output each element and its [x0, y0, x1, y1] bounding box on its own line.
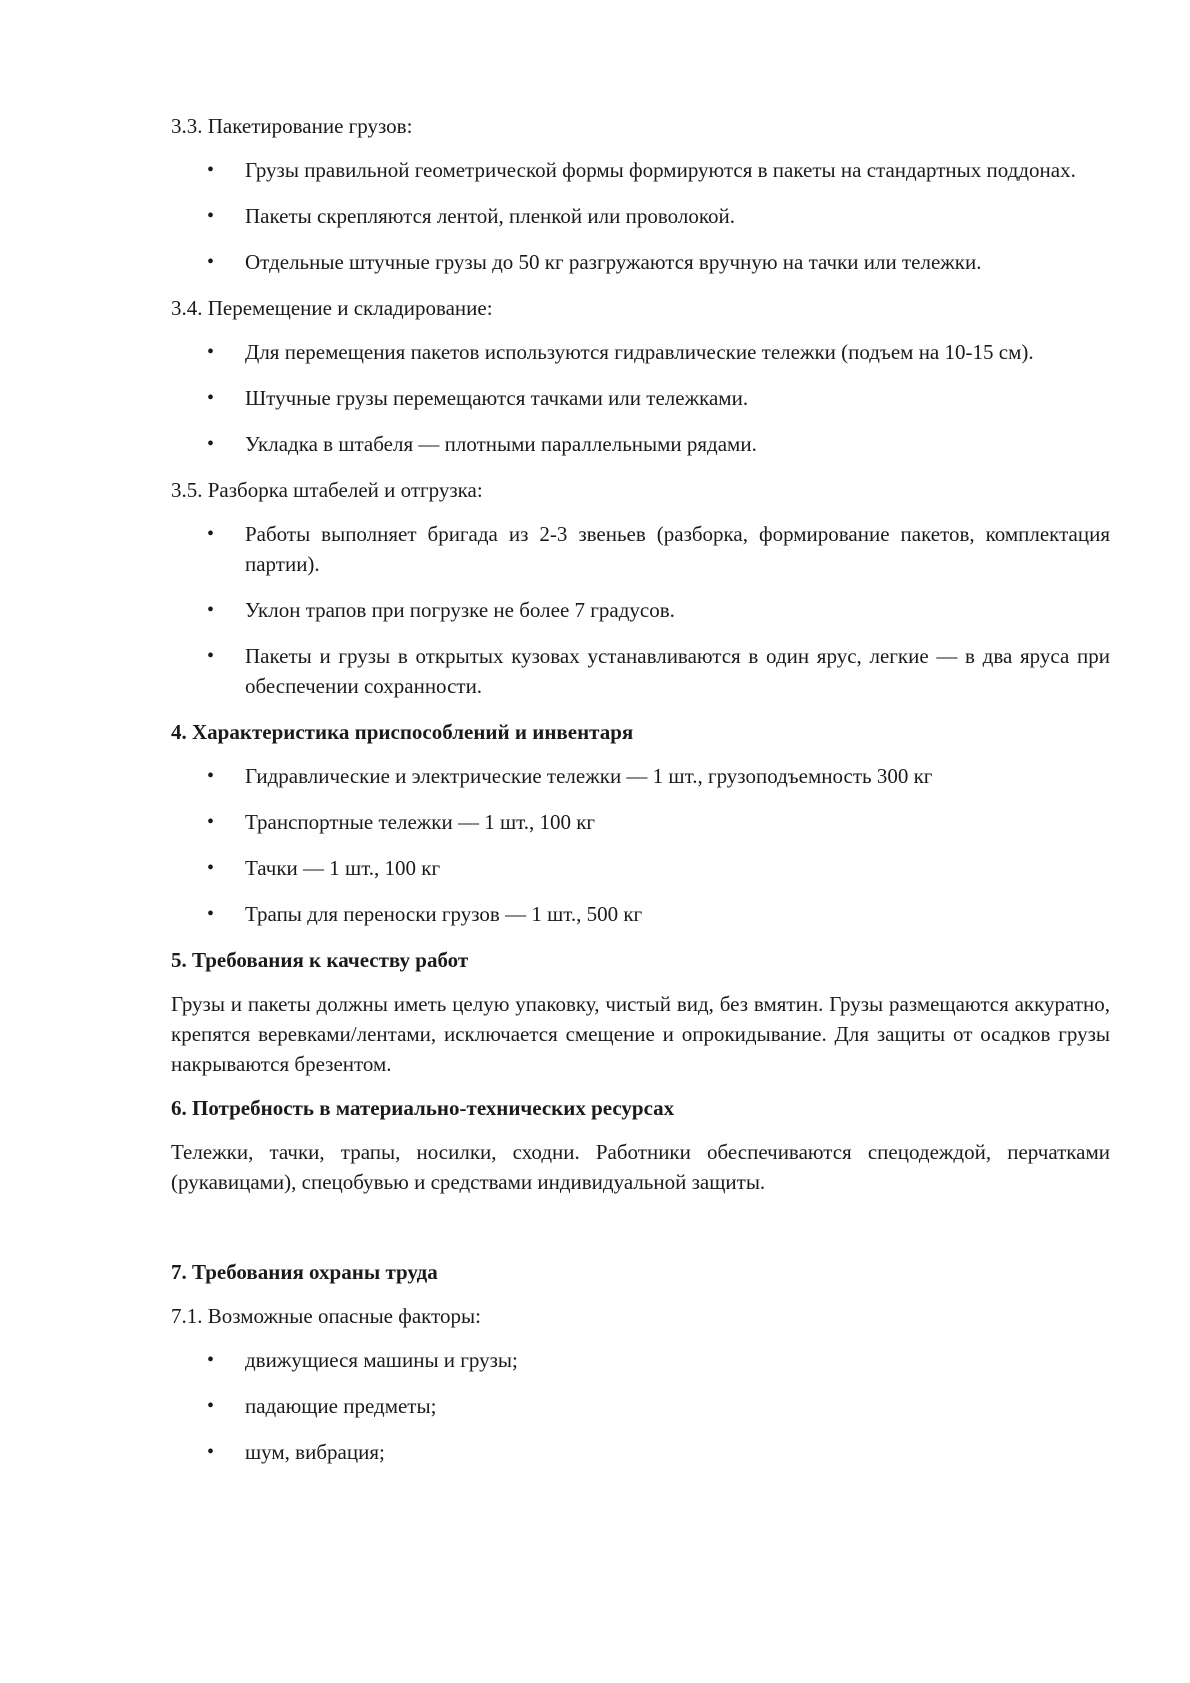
list-item: • Транспортные тележки — 1 шт., 100 кг	[245, 807, 1110, 837]
bullet-list	[171, 1345, 1110, 1467]
bullet-list	[171, 337, 1110, 459]
section-heading: 6. Потребность в материально-технических ресурсах	[171, 1096, 675, 1120]
bullet-list	[171, 519, 1110, 701]
bullet-list	[171, 761, 1110, 929]
section-heading: 4. Характеристика приспособлений и инвентаря	[171, 720, 634, 744]
list-item: • Работы выполняет бригада из 2-3 звеньев (разборка, формирование пакетов, комплектация партии).	[245, 519, 1110, 579]
paragraph: Грузы и пакеты должны иметь целую упаковку, чистый вид, без вмятин. Грузы размещаются аккуратно, крепятся веревками/лентами, исключается смещение и опрокидывание. Для защиты от осадков грузы накрываются брезентом.	[171, 992, 1110, 1076]
paragraph: 7.1. Возможные опасные факторы:	[171, 1304, 481, 1328]
paragraph: Тележки, тачки, трапы, носилки, сходни. Работники обеспечиваются спецодеждой, перчатками (рукавицами), спецобувью и средствами индивидуальной защиты.	[171, 1140, 1110, 1194]
list-item: • Тачки — 1 шт., 100 кг	[245, 853, 1110, 883]
list-item: • Трапы для переноски грузов — 1 шт., 500 кг	[245, 899, 1110, 929]
list-item: • Уклон трапов при погрузке не более 7 градусов.	[245, 595, 1110, 625]
list-item: • Пакеты скрепляются лентой, пленкой или проволокой.	[245, 201, 1110, 231]
bullet-list	[171, 155, 1110, 277]
paragraph: 3.5. Разборка штабелей и отгрузка:	[171, 478, 483, 502]
section-heading: 7. Требования охраны труда	[171, 1260, 438, 1284]
section-heading: 5. Требования к качеству работ	[171, 948, 469, 972]
paragraph: 3.3. Пакетирование грузов:	[171, 114, 413, 138]
section-spacer	[171, 1211, 1110, 1257]
list-item: • Грузы правильной геометрической формы формируются в пакеты на стандартных поддонах.	[245, 155, 1110, 185]
paragraph: 3.4. Перемещение и складирование:	[171, 296, 493, 320]
list-item: • движущиеся машины и грузы;	[245, 1345, 1110, 1375]
list-item: • шум, вибрация;	[245, 1437, 1110, 1467]
list-item: • Для перемещения пакетов используются гидравлические тележки (подъем на 10-15 см).	[245, 337, 1110, 367]
list-item: • Гидравлические и электрические тележки — 1 шт., грузоподъемность 300 кг	[245, 761, 1110, 791]
list-item: • Штучные грузы перемещаются тачками или тележками.	[245, 383, 1110, 413]
list-item: • Пакеты и грузы в открытых кузовах устанавливаются в один ярус, легкие — в два яруса при обеспечении сохранности.	[245, 641, 1110, 701]
list-item: • Укладка в штабеля — плотными параллельными рядами.	[245, 429, 1110, 459]
list-item: • Отдельные штучные грузы до 50 кг разгружаются вручную на тачки или тележки.	[245, 247, 1110, 277]
list-item: • падающие предметы;	[245, 1391, 1110, 1421]
